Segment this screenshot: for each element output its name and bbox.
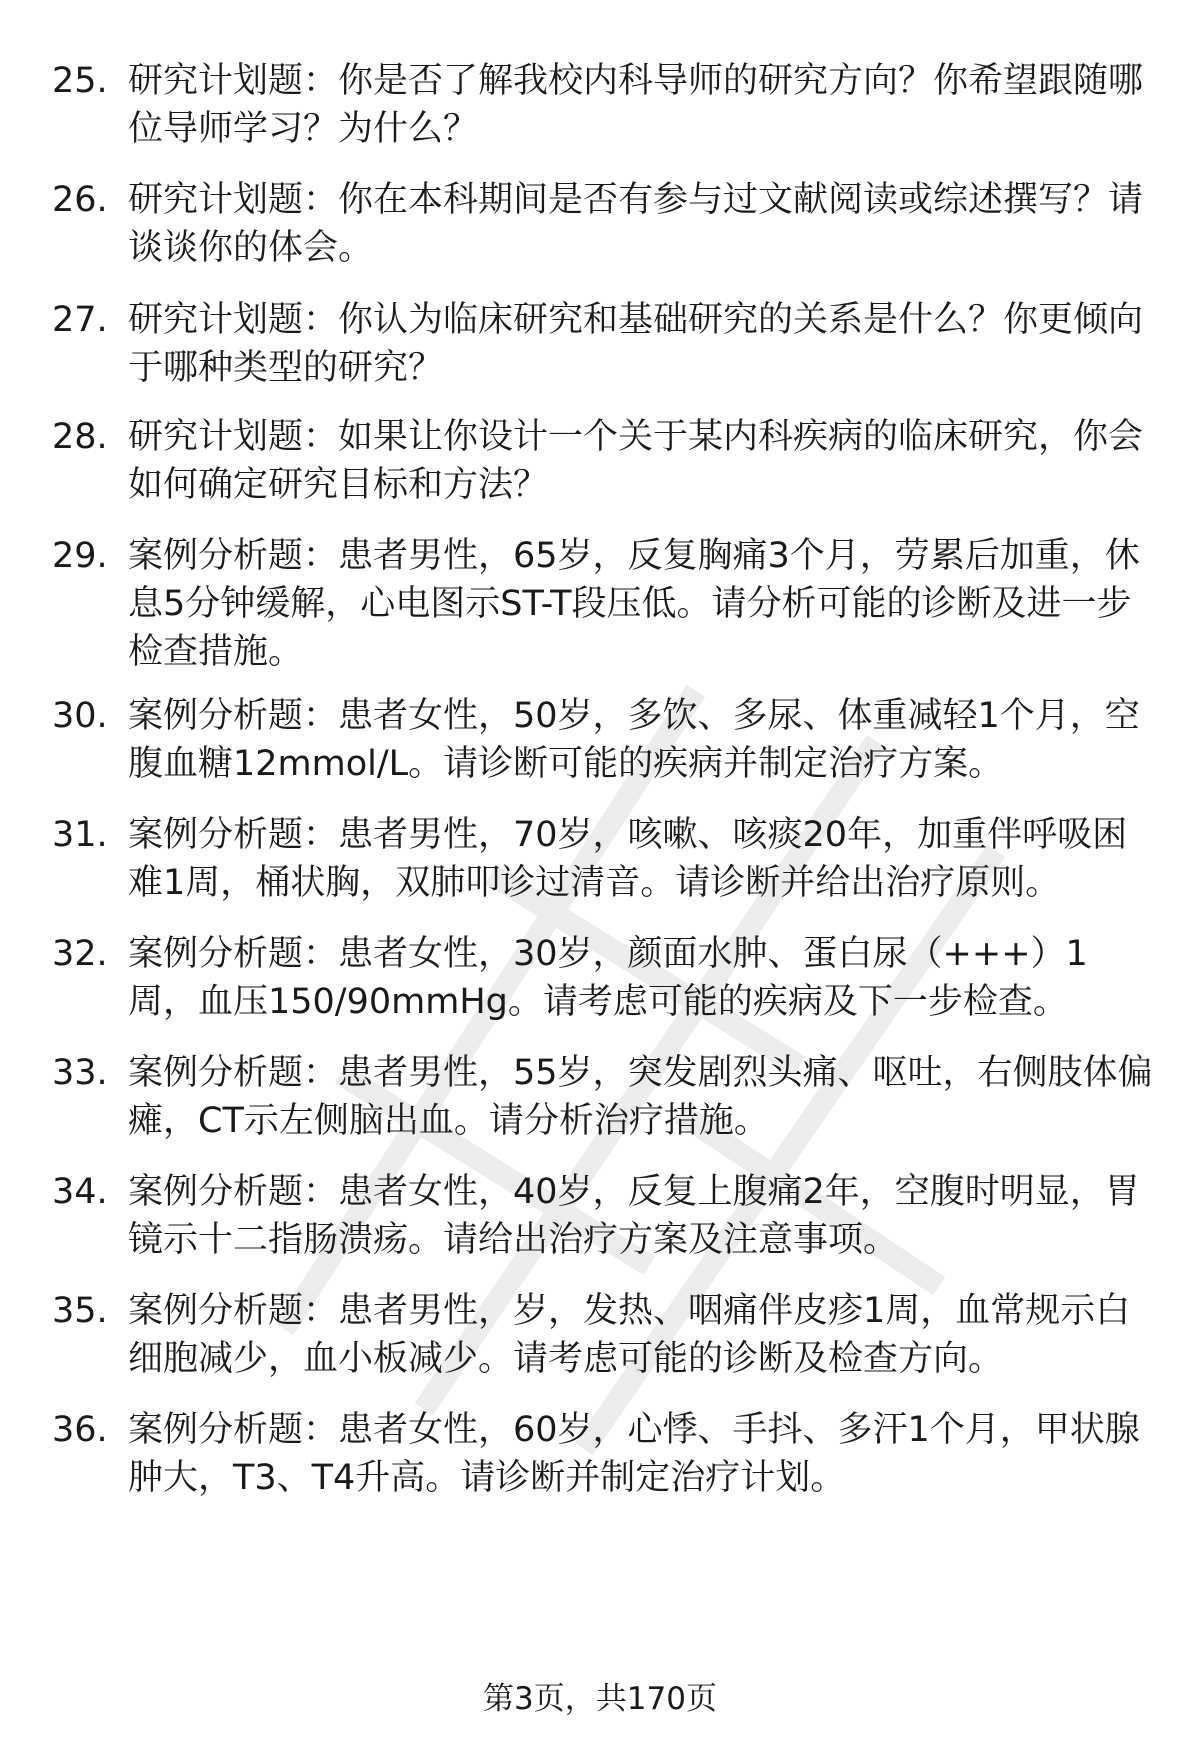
question-text: 案例分析题：患者女性，50岁，多饮、多尿、体重减轻1个月，空腹血糖12mmol/L。请诊断可能的疾病并制定治疗方案。: [128, 696, 1140, 784]
question-number: 35.: [52, 1291, 108, 1331]
question-number: 29.: [52, 536, 108, 576]
question-text: 研究计划题：你认为临床研究和基础研究的关系是什么？你更倾向于哪种类型的研究？: [128, 300, 1144, 388]
question-number: 32.: [52, 934, 108, 974]
question-text: 案例分析题：患者女性，30岁，颜面水肿、蛋白尿（+++）1周，血压150/90mmHg。请考虑可能的疾病及下一步检查。: [128, 934, 1088, 1022]
question-number: 34.: [52, 1172, 108, 1212]
page-footer: [0, 1678, 1200, 1720]
question-number: 36.: [52, 1410, 108, 1450]
question-number: 26.: [52, 180, 108, 220]
question-text: 案例分析题：患者男性，70岁，咳嗽、咳痰20年，加重伴呼吸困难1周，桶状胸，双肺叩诊过清音。请诊断并给出治疗原则。: [128, 815, 1128, 903]
question-number: 33.: [52, 1053, 108, 1093]
page-number-label: 第3页，共170页: [483, 1681, 717, 1717]
question-number: 25.: [52, 61, 108, 101]
question-text: 案例分析题：患者男性，55岁，突发剧烈头痛、呕吐，右侧肢体偏瘫，CT示左侧脑出血。请分析治疗措施。: [128, 1053, 1153, 1141]
question-number: 27.: [52, 300, 108, 340]
question-text: 案例分析题：患者男性，岁，发热、咽痛伴皮疹1周，血常规示白细胞减少，血小板减少。请考虑可能的诊断及检查方向。: [128, 1291, 1131, 1379]
question-text: 研究计划题：如果让你设计一个关于某内科疾病的临床研究，你会如何确定研究目标和方法？: [128, 417, 1144, 505]
question-number: 31.: [52, 815, 108, 855]
question-number: 30.: [52, 696, 108, 736]
question-number: 28.: [52, 417, 108, 457]
question-text: 案例分析题：患者女性，40岁，反复上腹痛2年，空腹时明显，胃镜示十二指肠溃疡。请给出治疗方案及注意事项。: [128, 1172, 1140, 1260]
question-text: 案例分析题：患者女性，60岁，心悸、手抖、多汗1个月，甲状腺肿大，T3、T4升高。请诊断并制定治疗计划。: [128, 1410, 1140, 1498]
question-text: 研究计划题：你在本科期间是否有参与过文献阅读或综述撰写？请谈谈你的体会。: [128, 180, 1144, 268]
question-text: 案例分析题：患者男性，65岁，反复胸痛3个月，劳累后加重，休息5分钟缓解，心电图示ST-T段压低。请分析可能的诊断及进一步检查措施。: [128, 536, 1140, 672]
question-text: 研究计划题：你是否了解我校内科导师的研究方向？你希望跟随哪位导师学习？为什么？: [128, 61, 1144, 149]
